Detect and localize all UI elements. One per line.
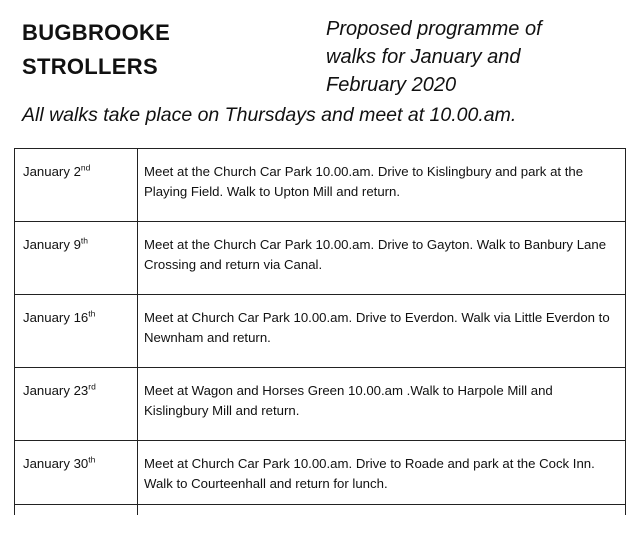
table-row (15, 441, 626, 505)
walk-description: Meet at the Church Car Park 10.00.am. Drive to Gayton. Walk to Banbury Lane Crossing and return via Canal. (138, 222, 626, 295)
empty-cell (15, 505, 138, 516)
walk-date (15, 441, 138, 505)
walks-schedule-table (14, 148, 626, 515)
subtitle-line1: Proposed programme of (326, 18, 542, 40)
walk-description: Meet at Wagon and Horses Green 10.00.am .Walk to Harpole Mill and Kislingbury Mill and return. (138, 368, 626, 441)
table-row (15, 368, 626, 441)
walk-day: January 9 (23, 237, 81, 252)
meeting-note: All walks take place on Thursdays and meet at 10.00.am. (22, 104, 517, 126)
walk-date (15, 149, 138, 222)
walk-day-suffix: th (88, 308, 96, 319)
walk-date (15, 222, 138, 295)
subtitle-line2: walks for January and (326, 46, 521, 68)
club-title (22, 16, 170, 84)
table-row (15, 149, 626, 222)
table-row-continued (15, 505, 626, 516)
walk-day-suffix: rd (88, 381, 96, 392)
walk-day: January 30 (23, 456, 89, 471)
walk-day-suffix: th (88, 454, 96, 465)
club-name-line1: BUGBROOKE (22, 20, 171, 45)
walk-day: January 23 (23, 383, 89, 398)
walk-day: January 2 (23, 164, 81, 179)
walk-day-suffix: nd (80, 162, 91, 173)
walk-date (15, 295, 138, 368)
walk-description: Meet at Church Car Park 10.00.am. Drive to Everdon. Walk via Little Everdon to Newnham and return. (138, 295, 626, 368)
programme-subtitle (326, 15, 542, 99)
walk-description: Meet at Church Car Park 10.00.am. Drive to Roade and park at the Cock Inn. Walk to Courteenhall and return for lunch. (138, 441, 626, 505)
table-row (15, 295, 626, 368)
walk-description: Meet at the Church Car Park 10.00.am. Drive to Kislingbury and park at the Playing Field. Walk to Upton Mill and return. (138, 149, 626, 222)
subtitle-line3: February 2020 (326, 74, 457, 96)
club-name-line2: STROLLERS (22, 54, 158, 79)
walk-day-suffix: th (80, 235, 89, 246)
walk-date (15, 368, 138, 441)
empty-cell (138, 505, 626, 516)
walk-day: January 16 (23, 310, 89, 325)
table-row (15, 222, 626, 295)
